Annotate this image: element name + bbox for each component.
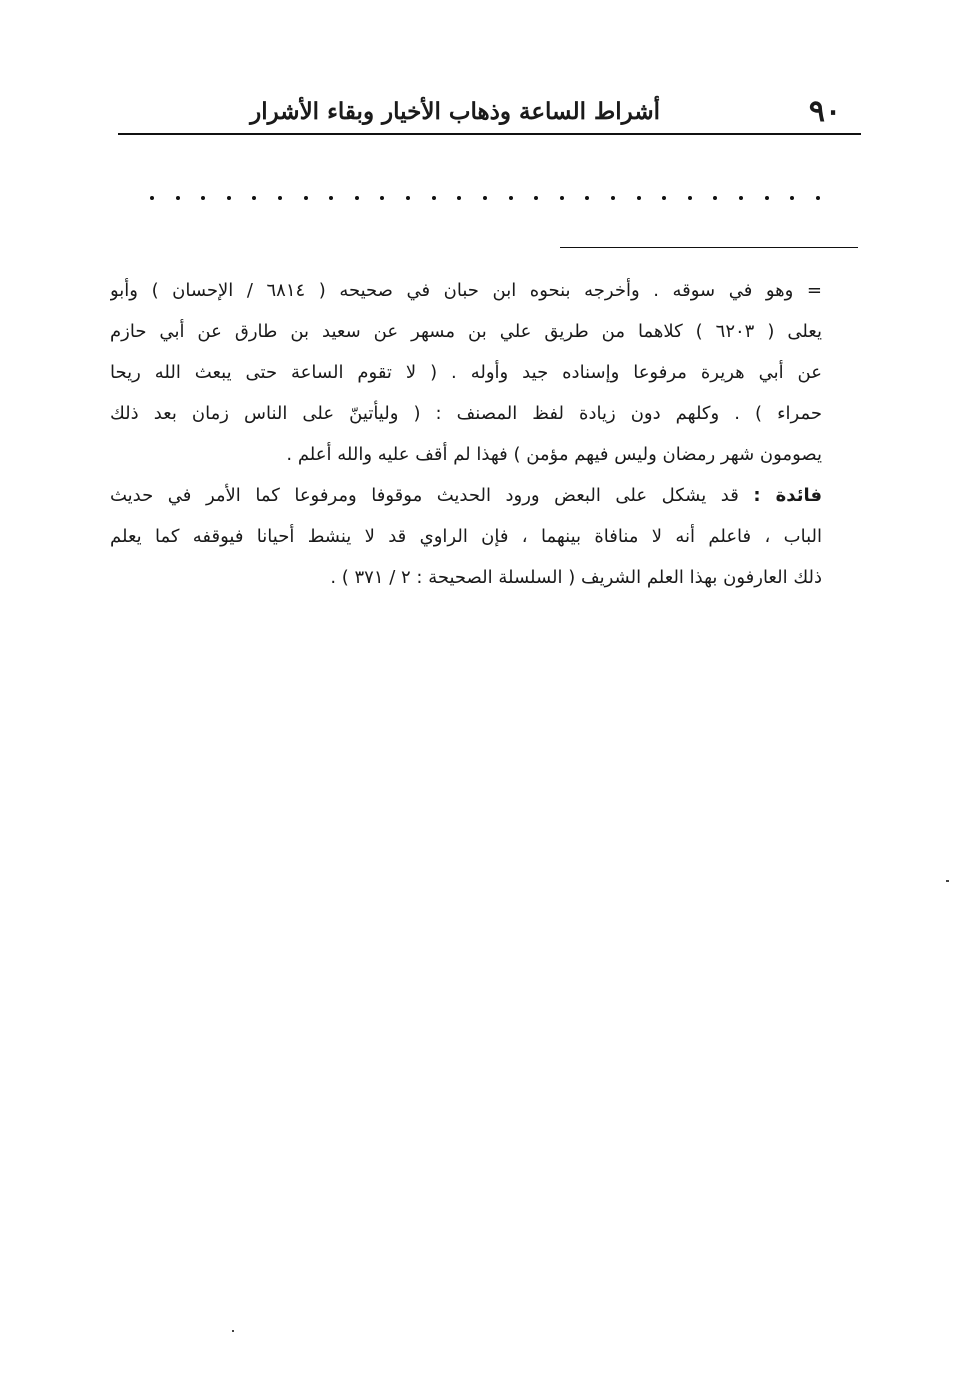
separator-dot: [509, 196, 513, 200]
scan-speck: [232, 1330, 234, 1332]
separator-dot: [713, 196, 717, 200]
separator-dot: [278, 196, 282, 200]
header-rule: [118, 133, 861, 135]
separator-dot: [816, 196, 820, 200]
note-line: الباب ، فاعلم أنه لا منافاة بينهما ، فإن الراوي قد لا ينشط أحيانا فيوقفه كما يعلم: [110, 526, 822, 547]
footnote-line: يعلى ( ٦٢٠٣ ) كلاهما من طريق علي بن مسهر عن سعيد بن طارق عن أبي حازم: [110, 321, 822, 342]
separator-dot: [252, 196, 256, 200]
page-number: ٩٠: [808, 94, 842, 129]
separator-dot: [432, 196, 436, 200]
separator-dot: [355, 196, 359, 200]
footnote-line: عن أبي هريرة مرفوعا وإسناده جيد وأوله . ( لا تقوم الساعة حتى يبعث الله ريحا: [110, 362, 822, 383]
separator-dot: [150, 196, 154, 200]
separator-dot: [329, 196, 333, 200]
footnote-rule: [560, 247, 858, 248]
note-label: فائدة :: [753, 485, 822, 506]
separator-dot: [637, 196, 641, 200]
separator-dot: [560, 196, 564, 200]
separator-dot: [483, 196, 487, 200]
separator-dot: [585, 196, 589, 200]
separator-dot: [611, 196, 615, 200]
scan-speck: [946, 880, 949, 882]
separator-dot: [739, 196, 743, 200]
note-text: قد يشكل على البعض ورود الحديث موقوفا ومرفوعا كما الأمر في حديث: [110, 485, 754, 506]
note-line: ذلك العارفون بهذا العلم الشريف ( السلسلة الصحيحة : ٢ / ٣٧١ ) .: [330, 567, 822, 588]
note-line: [110, 475, 822, 516]
footnote-line: يصومون شهر رمضان وليس فيهم مؤمن ) فهذا لم أقف عليه والله أعلم .: [286, 444, 822, 465]
separator-dot: [765, 196, 769, 200]
separator-dot: [176, 196, 180, 200]
footnote-line: حمراء ) . وكلهم دون زيادة لفظ المصنف : ( وليأتينّ على الناس زمان بعد ذلك: [110, 403, 822, 424]
separator-dot: [534, 196, 538, 200]
body-text: [110, 270, 822, 598]
separator-dot: [662, 196, 666, 200]
separator-dot: [227, 196, 231, 200]
separator-dot: [688, 196, 692, 200]
running-title: أشراط الساعة وذهاب الأخيار وبقاء الأشرار: [250, 98, 660, 125]
footnote-line: = وهو في سوقه . وأخرجه بنحوه ابن حبان في صحيحه ( ٦٨١٤ / الإحسان ) وأبو: [110, 280, 822, 301]
separator-dot: [201, 196, 205, 200]
separator-dot: [380, 196, 384, 200]
separator-dot: [406, 196, 410, 200]
separator-dot: [304, 196, 308, 200]
separator-dot: [457, 196, 461, 200]
ellipsis-separator: [150, 188, 820, 208]
separator-dot: [790, 196, 794, 200]
